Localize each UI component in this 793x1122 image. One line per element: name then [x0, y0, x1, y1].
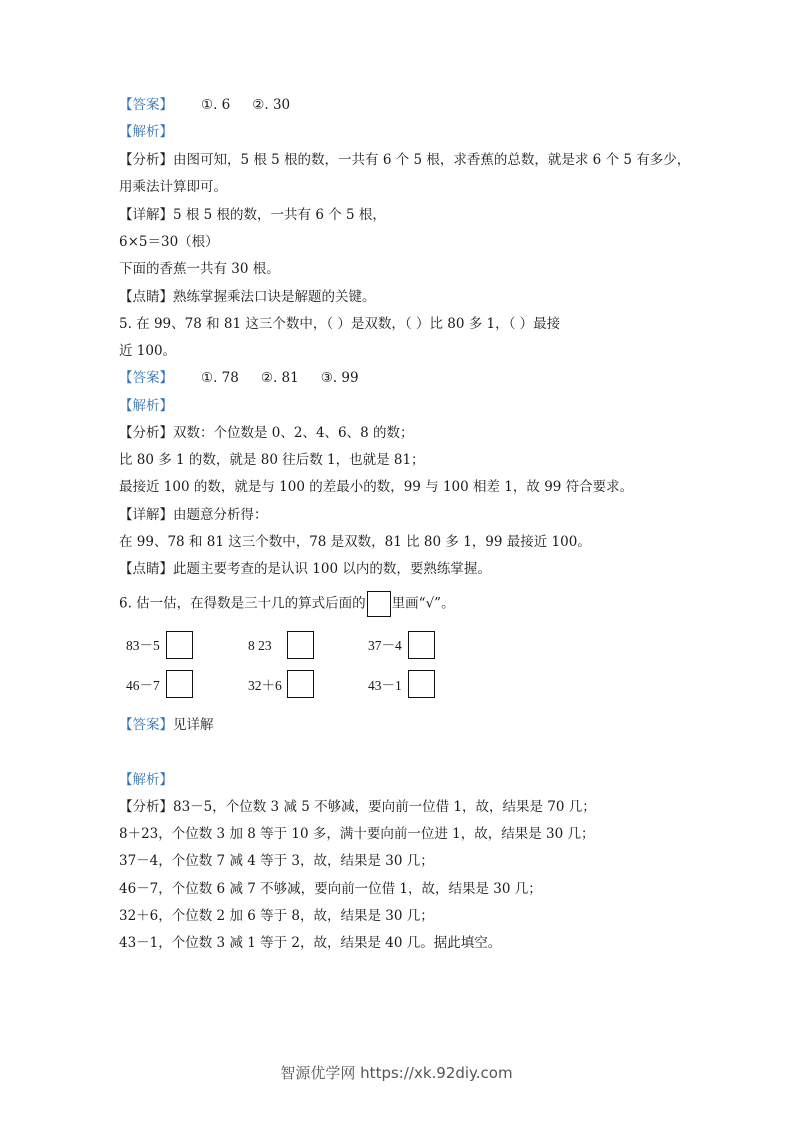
q5-analysis-line-2: 比 80 多 1 的数，就是 80 往后数 1，也就是 81； — [119, 452, 425, 468]
q5-xiangjie-line — [119, 506, 268, 524]
expression-43-1: 43－1 — [368, 678, 402, 693]
q5-analysis-heading — [119, 397, 173, 415]
q6-fenxi-line — [119, 798, 596, 816]
q6-question-pre: 6. 估一估，在得数是三十几的算式后面的 — [119, 595, 366, 612]
xiangjie-text: 5 根 5 根的数，一共有 6 个 5 根， — [173, 207, 386, 223]
fenxi-tag: 【分析】 — [119, 152, 173, 168]
xiangjie-text: 由题意分析得： — [173, 507, 268, 523]
check-box-3[interactable] — [408, 631, 435, 659]
answer-tag: 【答案】 — [119, 717, 173, 733]
answer-option-2: ②. 81 — [260, 370, 299, 386]
q4-answer-line — [119, 96, 290, 114]
analysis-tag: 【解析】 — [119, 772, 173, 788]
q5-analysis-line-5: 在 99、78 和 81 这三个数中，78 是双数，81 比 80 多 1，99 最接近 100。 — [119, 534, 591, 550]
q6-question-post: 里画“√”。 — [391, 595, 455, 612]
answer-text: 见详解 — [173, 717, 214, 733]
analysis-tag: 【解析】 — [119, 124, 173, 140]
answer-option-2: ②. 30 — [252, 97, 291, 113]
q4-fenxi-line — [119, 151, 690, 169]
answer-option-1: ①. 6 — [201, 97, 231, 113]
q5-fenxi-line — [119, 424, 414, 442]
check-box-5[interactable] — [287, 670, 314, 698]
q4-analysis-heading — [119, 123, 173, 141]
q4-result-line: 下面的香蕉一共有 30 根。 — [119, 261, 280, 277]
footer-watermark: 智源优学网 https://xk.92diy.com — [280, 1064, 513, 1082]
fenxi-tag: 【分析】 — [119, 425, 173, 441]
expression-8-23: 8 23 — [248, 638, 272, 653]
q4-dianjing-line — [119, 288, 376, 306]
xiangjie-tag: 【详解】 — [119, 507, 173, 523]
analysis-tag: 【解析】 — [119, 398, 173, 414]
dianjing-tag: 【点睛】 — [119, 289, 173, 305]
q6-analysis-heading — [119, 771, 173, 789]
q5-analysis-line-3: 最接近 100 的数，就是与 100 的差最小的数，99 与 100 相差 1，故 99 符合要求。 — [119, 479, 634, 495]
q5-question-line-1: 5. 在 99、78 和 81 这三个数中，（ ）是双数，（ ）比 80 多 1，（ ）最接 — [119, 316, 561, 332]
xiangjie-tag: 【详解】 — [119, 207, 173, 223]
q4-fenxi-line-2: 用乘法计算即可。 — [119, 179, 227, 195]
answer-tag: 【答案】 — [119, 370, 173, 386]
check-box-2[interactable] — [287, 631, 314, 659]
answer-tag: 【答案】 — [119, 97, 173, 113]
q4-xiangjie-line — [119, 206, 386, 224]
fenxi-tag: 【分析】 — [119, 799, 173, 815]
fenxi-text: 83－5，个位数 3 减 5 不够减，要向前一位借 1，故，结果是 70 几； — [173, 799, 596, 815]
fenxi-text: 双数：个位数是 0、2、4、6、8 的数； — [173, 425, 414, 441]
q6-analysis-line: 37－4，个位数 7 减 4 等于 3，故，结果是 30 几； — [119, 853, 434, 869]
expression-46-7: 46－7 — [126, 678, 160, 693]
answer-option-1: ①. 78 — [201, 370, 239, 386]
q6-answer-line — [119, 716, 214, 734]
q5-dianjing-line — [119, 560, 491, 578]
q5-answer-line — [119, 369, 359, 387]
dianjing-text: 熟练掌握乘法口诀是解题的关键。 — [173, 289, 376, 305]
q6-analysis-line: 46－7，个位数 6 减 7 不够减，要向前一位借 1，故，结果是 30 几； — [119, 881, 542, 897]
expression-32-6: 32＋6 — [248, 678, 282, 693]
q5-question-line-2: 近 100。 — [119, 343, 177, 359]
q6-analysis-line: 32＋6，个位数 2 加 6 等于 8，故，结果是 30 几； — [119, 908, 434, 924]
fenxi-text: 由图可知，5 根 5 根的数，一共有 6 个 5 根，求香蕉的总数，就是求 6 个 5 有多少， — [173, 152, 691, 168]
q4-calc-line: 6×5＝30（根） — [119, 234, 219, 250]
answer-option-3: ③. 99 — [320, 370, 359, 386]
answer-box-icon — [367, 591, 391, 617]
check-box-6[interactable] — [408, 670, 435, 698]
q6-analysis-line: 43－1，个位数 3 减 1 等于 2，故，结果是 40 几。据此填空。 — [119, 935, 502, 951]
dianjing-tag: 【点睛】 — [119, 561, 173, 577]
check-box-1[interactable] — [166, 631, 193, 659]
q6-analysis-line: 8＋23，个位数 3 加 8 等于 10 多，满十要向前一位进 1，故，结果是 30 几； — [119, 826, 595, 842]
expression-37-4: 37－4 — [368, 638, 402, 653]
dianjing-text: 此题主要考查的是认识 100 以内的数，要熟练掌握。 — [173, 561, 491, 577]
q6-question-line — [119, 591, 455, 617]
check-box-4[interactable] — [166, 670, 193, 698]
expression-83-5: 83－5 — [126, 638, 160, 653]
